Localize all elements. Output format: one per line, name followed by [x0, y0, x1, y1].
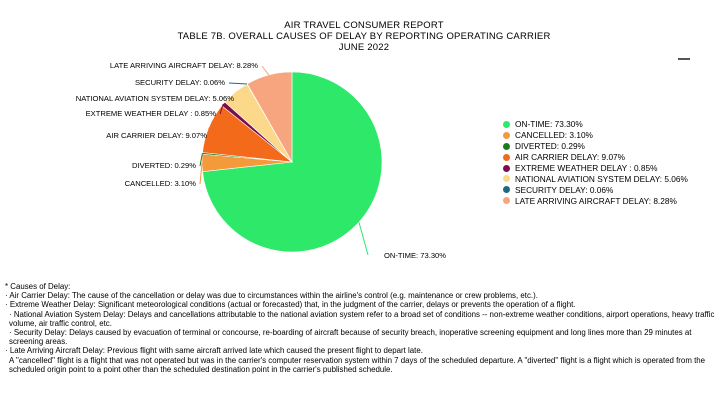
legend-swatch-cancelled	[503, 132, 510, 139]
legend-item-national-aviation-system-delay	[503, 173, 688, 184]
report-title: AIR TRAVEL CONSUMER REPORT	[284, 20, 444, 31]
data-label-cancelled: CANCELLED: 3.10%	[124, 179, 196, 188]
note-air-carrier: · Air Carrier Delay: The cause of the cancellation or delay was due to circumstances within the airline's control (e.g. maintenance or crew problems, etc.).	[5, 291, 538, 301]
data-label-diverted: DIVERTED: 0.29%	[131, 161, 196, 170]
note-cancelled-diverted: A "cancelled" flight is a flight that was not operated but was in the carrier's computer reservation system within 7 days of the scheduled departure. A "diverted" flight is a flight which is operated from the scheduled origin point to a point other than the scheduled destination point in the carrier's published schedule.	[9, 355, 706, 374]
legend-label-national-aviation-system-delay: NATIONAL AVIATION SYSTEM DELAY: 5.06%	[515, 173, 688, 184]
legend-label-security-delay: SECURITY DELAY: 0.06%	[515, 184, 614, 195]
data-label-extreme-weather-delay: EXTREME WEATHER DELAY : 0.85%	[85, 109, 216, 118]
data-label-security-delay: SECURITY DELAY: 0.06%	[134, 78, 225, 87]
data-label-national-aviation-system-delay: NATIONAL AVIATION SYSTEM DELAY: 5.06%	[75, 94, 234, 103]
data-label-late-arriving-aircraft-delay: LATE ARRIVING AIRCRAFT DELAY: 8.28%	[109, 61, 258, 70]
legend-label-air-carrier-delay: AIR CARRIER DELAY: 9.07%	[515, 152, 626, 163]
legend-swatch-security-delay	[503, 186, 510, 193]
legend-label-diverted: DIVERTED: 0.29%	[515, 141, 585, 152]
legend-item-late-arriving-aircraft-delay	[503, 195, 688, 206]
data-label-air-carrier-delay: AIR CARRIER DELAY: 9.07%	[106, 131, 207, 140]
leader-line-on-time	[359, 222, 368, 255]
note-nas: · National Aviation System Delay: Delays and cancellations attributable to the national aviation system refer to a broad set of conditions -- non-extreme weather conditions, airport operations, heavy traffic volume, air traffic control, etc.	[9, 309, 715, 328]
legend-item-air-carrier-delay	[503, 152, 688, 163]
legend-swatch-air-carrier-delay	[503, 154, 510, 161]
table-title: TABLE 7B. OVERALL CAUSES OF DELAY BY REPORTING OPERATING CARRIER	[177, 31, 551, 42]
legend-label-late-arriving-aircraft-delay: LATE ARRIVING AIRCRAFT DELAY: 8.28%	[515, 195, 677, 206]
note-heading: * Causes of Delay:	[5, 282, 71, 291]
legend-item-on-time	[503, 119, 688, 130]
footnotes	[5, 282, 723, 374]
legend-swatch-on-time	[503, 121, 510, 128]
leader-line-security-delay	[229, 83, 247, 84]
note-extreme-weather: · Extreme Weather Delay: Significant meteorological conditions (actual or forecasted) that, in the judgment of the carrier, delays or prevents the operation of a flight.	[5, 300, 576, 310]
data-label-on-time: ON-TIME: 73.30%	[384, 251, 447, 260]
legend-swatch-national-aviation-system-delay	[503, 175, 510, 182]
legend-item-security-delay	[503, 184, 688, 195]
legend-label-extreme-weather-delay: EXTREME WEATHER DELAY : 0.85%	[515, 163, 658, 173]
note-security: · Security Delay: Delays caused by evacuation of terminal or concourse, re-boarding of aircraft because of security breach, inoperative screening equipment and long lines more than 29 minutes at screening areas.	[9, 328, 692, 347]
period-title: JUNE 2022	[338, 42, 390, 53]
legend-swatch-extreme-weather-delay	[503, 165, 510, 172]
legend-label-cancelled: CANCELLED: 3.10%	[515, 130, 593, 141]
legend-label-on-time: ON-TIME: 73.30%	[515, 119, 583, 130]
legend-item-diverted	[503, 141, 688, 152]
legend-swatch-diverted	[503, 143, 510, 150]
legend-item-cancelled	[503, 130, 688, 141]
leader-line-late-arriving-aircraft-delay	[262, 66, 269, 75]
chart-legend	[503, 119, 688, 206]
note-late-arriving: · Late Arriving Aircraft Delay: Previous flight with same aircraft arrived late which caused the present flight to depart late.	[5, 346, 423, 356]
legend-swatch-late-arriving-aircraft-delay	[503, 197, 510, 204]
legend-item-extreme-weather-delay	[503, 163, 688, 174]
